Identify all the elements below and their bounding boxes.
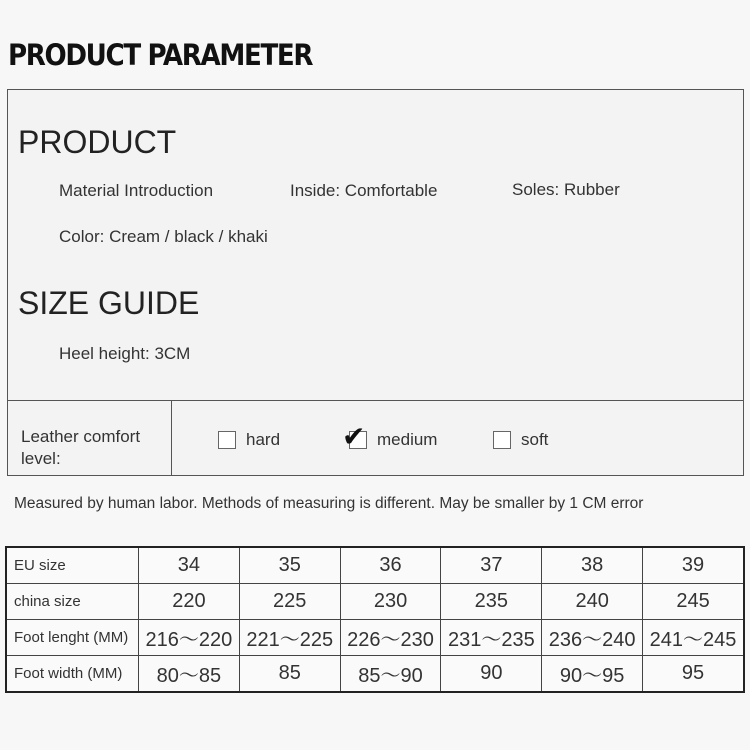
table-cell: 221～225 xyxy=(239,620,340,656)
checkmark-icon: ✔ xyxy=(342,420,366,453)
row-header: Foot width (MM) xyxy=(6,656,139,693)
product-panel xyxy=(7,89,744,476)
row-header: EU size xyxy=(6,547,139,584)
table-cell: 225 xyxy=(239,584,340,620)
table-cell: 231～235 xyxy=(441,620,542,656)
size-table xyxy=(5,546,745,693)
comfort-label: Leather comfort level: xyxy=(21,427,141,468)
table-cell: 236～240 xyxy=(542,620,643,656)
material-text: Material Introduction xyxy=(59,181,214,200)
row-header: china size xyxy=(6,584,139,620)
comfort-divider xyxy=(171,400,172,475)
table-cell: 220 xyxy=(139,584,240,620)
panel-divider xyxy=(8,400,743,401)
size-guide-heading: SIZE GUIDE xyxy=(18,285,200,321)
table-cell: 38 xyxy=(542,547,643,584)
checkbox-hard[interactable] xyxy=(218,431,236,449)
comfort-option-hard[interactable] xyxy=(218,430,280,450)
color-text: Color: Cream / black / khaki xyxy=(59,227,268,246)
table-cell: 35 xyxy=(239,547,340,584)
table-cell: 34 xyxy=(139,547,240,584)
table-row xyxy=(6,620,744,656)
table-cell: 90 xyxy=(441,656,542,693)
table-cell: 245 xyxy=(643,584,744,620)
measurement-note: Measured by human labor. Methods of measuring is different. May be smaller by 1 CM error xyxy=(14,495,644,512)
table-cell: 85 xyxy=(239,656,340,693)
table-row xyxy=(6,547,744,584)
heel-height-text: Heel height: 3CM xyxy=(59,344,191,363)
table-cell: 240 xyxy=(542,584,643,620)
table-cell: 37 xyxy=(441,547,542,584)
table-cell: 39 xyxy=(643,547,744,584)
table-cell: 36 xyxy=(340,547,441,584)
product-heading: PRODUCT xyxy=(18,124,177,160)
table-row xyxy=(6,656,744,693)
checkbox-medium[interactable] xyxy=(342,420,367,453)
table-cell: 230 xyxy=(340,584,441,620)
table-cell: 85～90 xyxy=(340,656,441,693)
page-title: PRODUCT PARAMETER xyxy=(8,38,313,72)
table-cell: 235 xyxy=(441,584,542,620)
option-label-hard: hard xyxy=(246,430,281,449)
table-cell: 80～85 xyxy=(139,656,240,693)
inside-text: Inside: Comfortable xyxy=(290,181,438,200)
table-cell: 216～220 xyxy=(139,620,240,656)
comfort-option-medium[interactable] xyxy=(342,420,438,453)
table-cell: 241～245 xyxy=(643,620,744,656)
comfort-option-soft[interactable] xyxy=(493,430,548,450)
row-header: Foot lenght (MM) xyxy=(6,620,139,656)
checkbox-soft[interactable] xyxy=(493,431,511,449)
soles-text: Soles: Rubber xyxy=(512,180,620,199)
option-label-soft: soft xyxy=(521,430,549,449)
table-row xyxy=(6,584,744,620)
table-cell: 95 xyxy=(643,656,744,693)
table-cell: 90～95 xyxy=(542,656,643,693)
table-cell: 226～230 xyxy=(340,620,441,656)
option-label-medium: medium xyxy=(377,430,438,449)
